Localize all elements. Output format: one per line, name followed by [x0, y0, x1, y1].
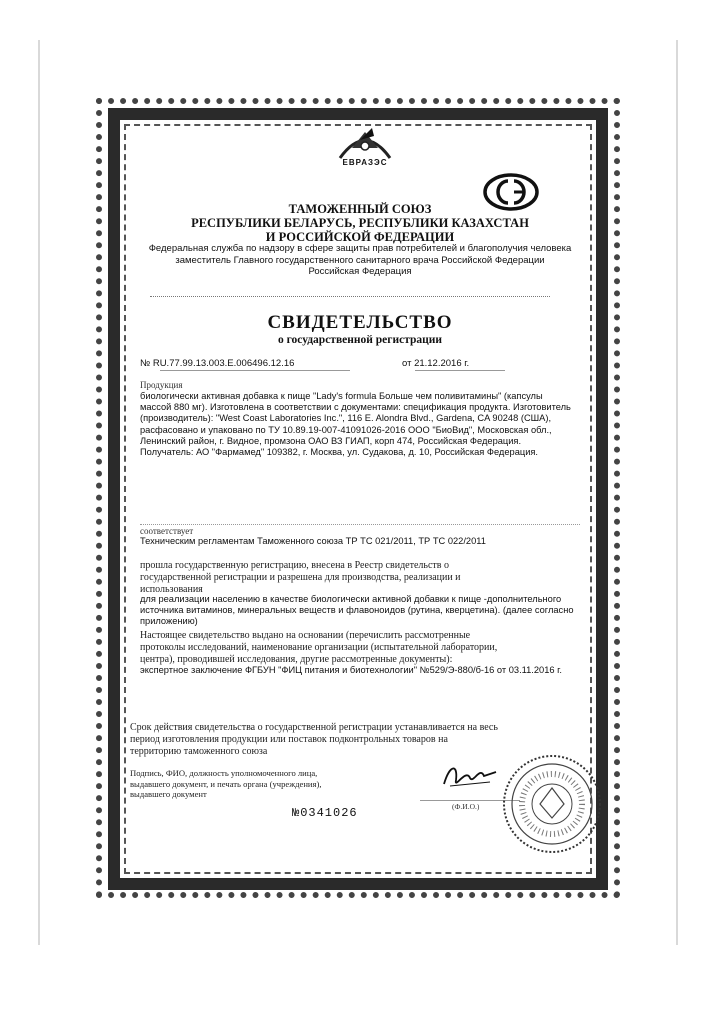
basis-statement — [140, 630, 600, 665]
product-description — [140, 391, 610, 458]
usage-line: приложению) — [140, 616, 198, 627]
compliance-label: соответствует — [140, 526, 194, 536]
validity-line: территорию таможенного союза — [130, 745, 268, 757]
registry-line: государственной регистрации и разрешена для производства, реализации и — [140, 571, 461, 583]
validity-line: Срок действия свидетельства о государственной регистрации устанавливается на весь — [130, 722, 498, 733]
agency-line-1: Федеральная служба по надзору в сфере защиты прав потребителей и благополучия человека — [148, 243, 572, 254]
signature-line: выдавшего документ — [130, 789, 207, 799]
basis-line: центра), проводившей исследования, другие рассмотренные документы): — [140, 653, 453, 665]
basis-line: Настоящее свидетельство выдано на основании (перечислить рассмотренные — [140, 630, 471, 641]
emblem-caption: ЕВРАЗЭС — [342, 158, 388, 167]
product-line: массой 880 мг). Изготовлена в соответствии с документами: спецификация продукта. Изготовитель — [140, 402, 571, 413]
product-line: расфасовано и упаковано по ТУ 10.89.19-007-41091026-2016 ООО "БиоВид", Московская обл., — [140, 424, 552, 435]
agency-line-3: Российская Федерация — [308, 266, 412, 277]
serial-number: №0341026 — [292, 806, 358, 820]
fio-label: (Ф.И.О.) — [452, 802, 480, 811]
union-line-1: ТАМОЖЕННЫЙ СОЮЗ — [288, 202, 432, 216]
registry-line: прошла государственную регистрацию, внесена в Реестр свидетельств о — [140, 560, 449, 571]
product-line: Получатель: АО "Фармамед" 109382, г. Москва, ул. Судакова, д. 10, Российская Федерация. — [140, 447, 538, 458]
scan-edge-left — [38, 40, 40, 945]
usage-line: источника витаминов, минеральных веществ и флавоноидов (рутина, кверцетина). (далее согласно — [140, 605, 574, 616]
signature-caption — [130, 768, 430, 800]
basis-line: протоколы исследований, наименование организации (испытательной лаборатории, — [140, 641, 498, 653]
certificate-subtitle: о государственной регистрации — [277, 334, 443, 346]
signature-line: Подпись, ФИО, должность уполномоченного лица, — [130, 768, 318, 778]
signature-line: выдавшего документ, и печать органа (учреждения), — [130, 778, 322, 789]
handwritten-signature-icon — [440, 760, 500, 792]
union-line-3: И РОССИЙСКОЙ ФЕДЕРАЦИИ — [265, 230, 455, 244]
registry-line: использования — [140, 583, 203, 595]
registry-statement — [140, 560, 580, 595]
date-underline — [415, 370, 505, 371]
product-line: (производитель): "West Coast Laboratories Inc.", 116 E. Alondra Blvd., Gardena, CA 90248 (США), — [140, 413, 552, 424]
official-seal-icon — [500, 752, 604, 856]
agency-line-2: заместитель Главного государственного санитарного врача Российской Федерации — [175, 254, 545, 266]
agency-heading — [140, 243, 580, 278]
product-label: Продукция — [140, 380, 183, 390]
divider — [150, 296, 550, 297]
usage-line: для реализации населению в качестве биологически активной добавки к пище -дополнительного — [140, 594, 562, 604]
scan-edge-right — [676, 40, 678, 945]
validity-line: период изготовления продукции или поставок подконтрольных товаров на — [130, 733, 448, 745]
compliance-text: Техническим регламентам Таможенного союза ТР ТС 021/2011, ТР ТС 022/2011 — [140, 536, 486, 546]
expert-conclusion: экспертное заключение ФГБУН "ФИЦ питания и биотехнологии" №529/Э-880/б-16 от 03.11.2016 г. — [140, 665, 562, 675]
registration-number: № RU.77.99.13.003.Е.006496.12.16 — [140, 358, 295, 369]
union-heading — [140, 202, 580, 244]
registration-date: от 21.12.2016 г. — [402, 358, 470, 369]
compliance-divider — [140, 524, 580, 525]
union-line-2: РЕСПУБЛИКИ БЕЛАРУСЬ, РЕСПУБЛИКИ КАЗАХСТАН — [191, 216, 529, 230]
product-line: биологически активная добавка к пище "Lady's formula Больше чем поливитамины" (капсулы — [140, 391, 543, 401]
certificate-title: СВИДЕТЕЛЬСТВО — [267, 312, 453, 333]
usage-statement — [140, 594, 610, 628]
number-underline — [160, 370, 350, 371]
product-line: Ленинский район, г. Видное, промзона ОАО ВЗ ГИАП, корп 474, Российская Федерация. — [140, 435, 522, 446]
